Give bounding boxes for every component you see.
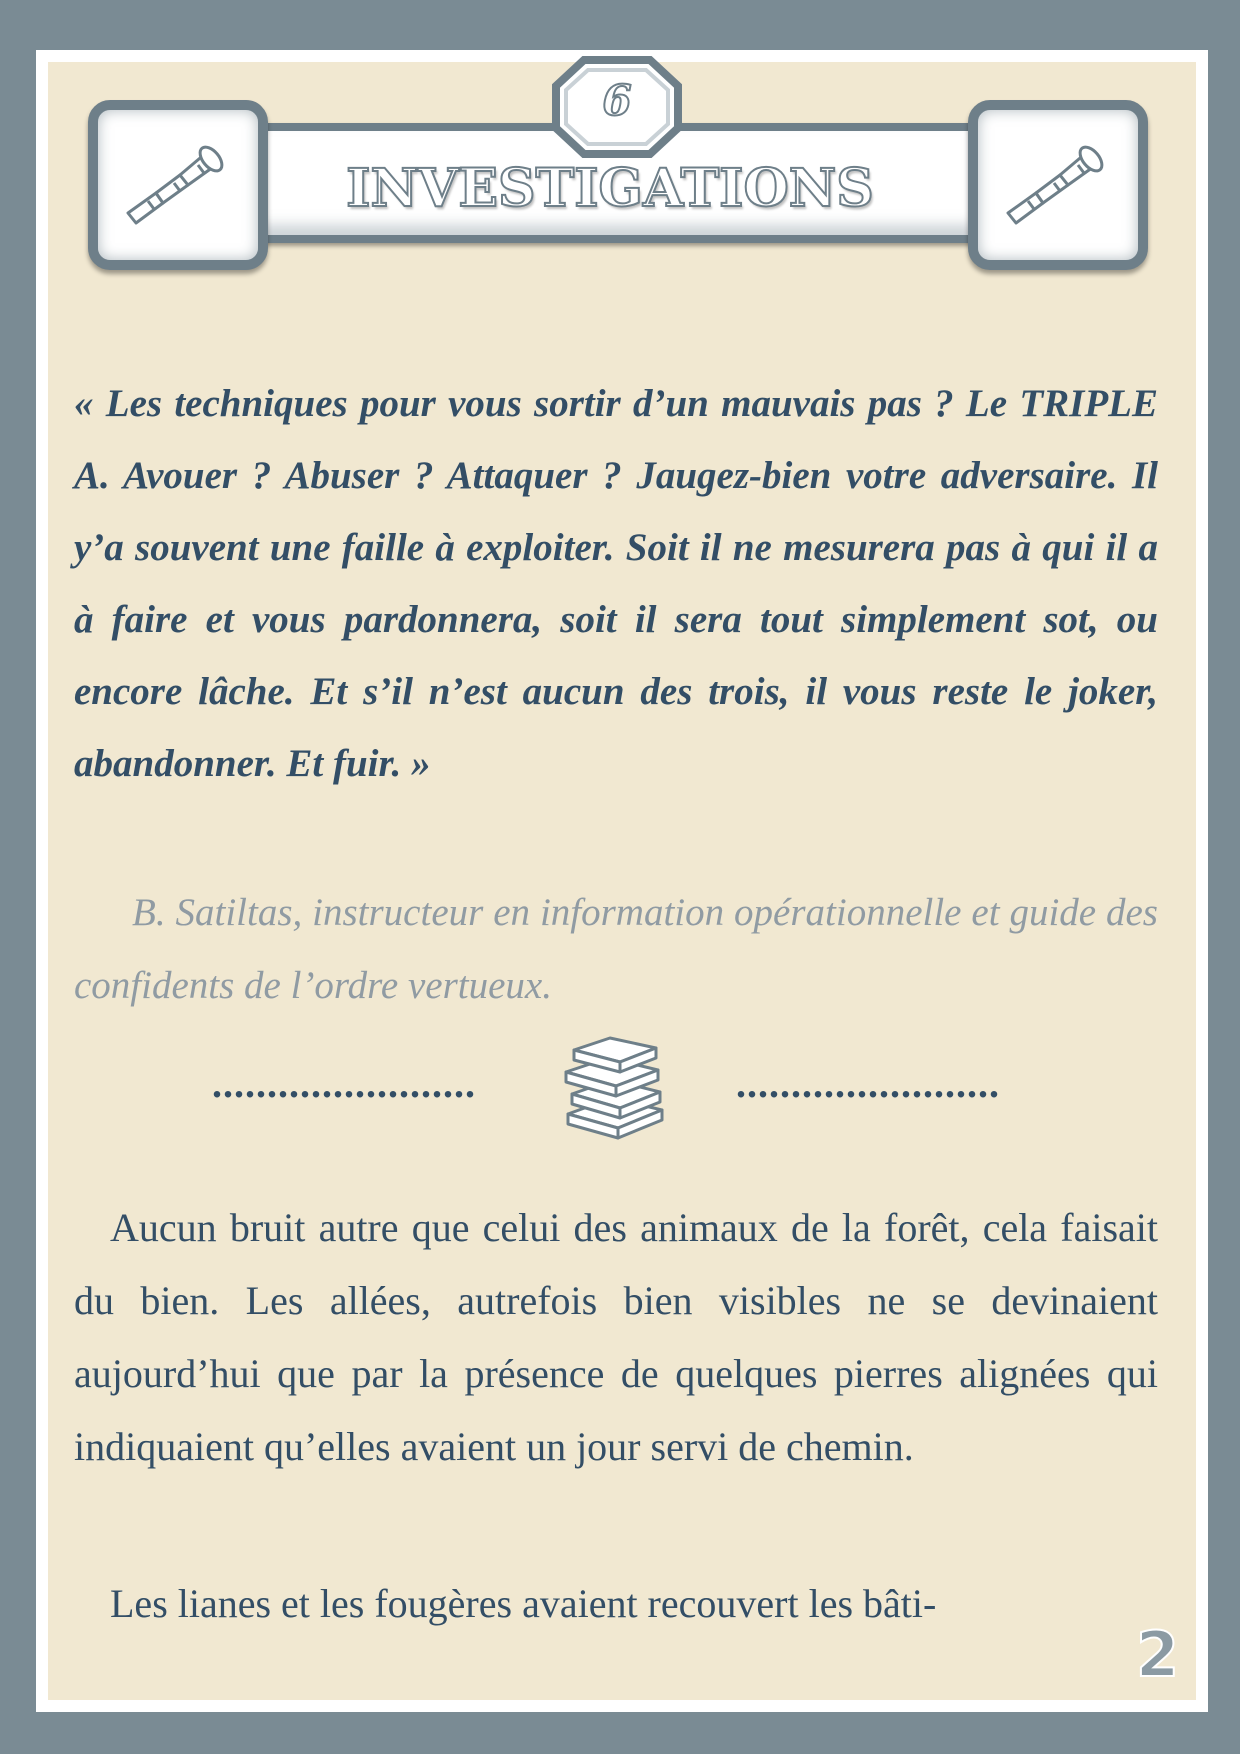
right-icon-box: [968, 100, 1148, 270]
separator-dots-right: ........................: [736, 1061, 1000, 1106]
chapter-title: INVESTIGATIONS: [346, 158, 874, 219]
epigraph-attribution: B. Satiltas, instructeur en information opérationnelle et guide des confidents de l’ordre vertueux.: [74, 891, 1158, 1007]
books-icon: [560, 1036, 670, 1142]
body-paragraph-1: Aucun bruit autre que celui des animaux de la forêt, cela faisait du bien. Les allées, autrefois bien visibles ne se devinaient aujourd’hui que par la présence de quelques pierres alignées qui indiquaient qu’elles avaient un jour servi de chemin.: [74, 1205, 1158, 1469]
chapter-number: 6: [602, 76, 632, 125]
page-number: 2: [1136, 1618, 1180, 1691]
telescope-icon: [118, 135, 238, 235]
epigraph-quote: « Les techniques pour vous sortir d’un mauvais pas ? Le TRIPLE A. Avouer ? Abuser ? Attaquer ? Jaugez-bien votre adversaire. Il y’a souvent une faille à exploiter. Soit il ne mesurera pas à qui il a à faire et vous pardonnera, soit il sera tout simplement sot, ou encore lâche. Et s’il n’est aucun des trois, il vous reste le joker, abandonner. Et fuir. »: [74, 382, 1158, 785]
body-paragraph-2: Les lianes et les fougères avaient recouvert les bâti-: [110, 1581, 937, 1626]
separator-dots-left: ........................: [212, 1061, 476, 1106]
telescope-icon: [998, 135, 1118, 235]
